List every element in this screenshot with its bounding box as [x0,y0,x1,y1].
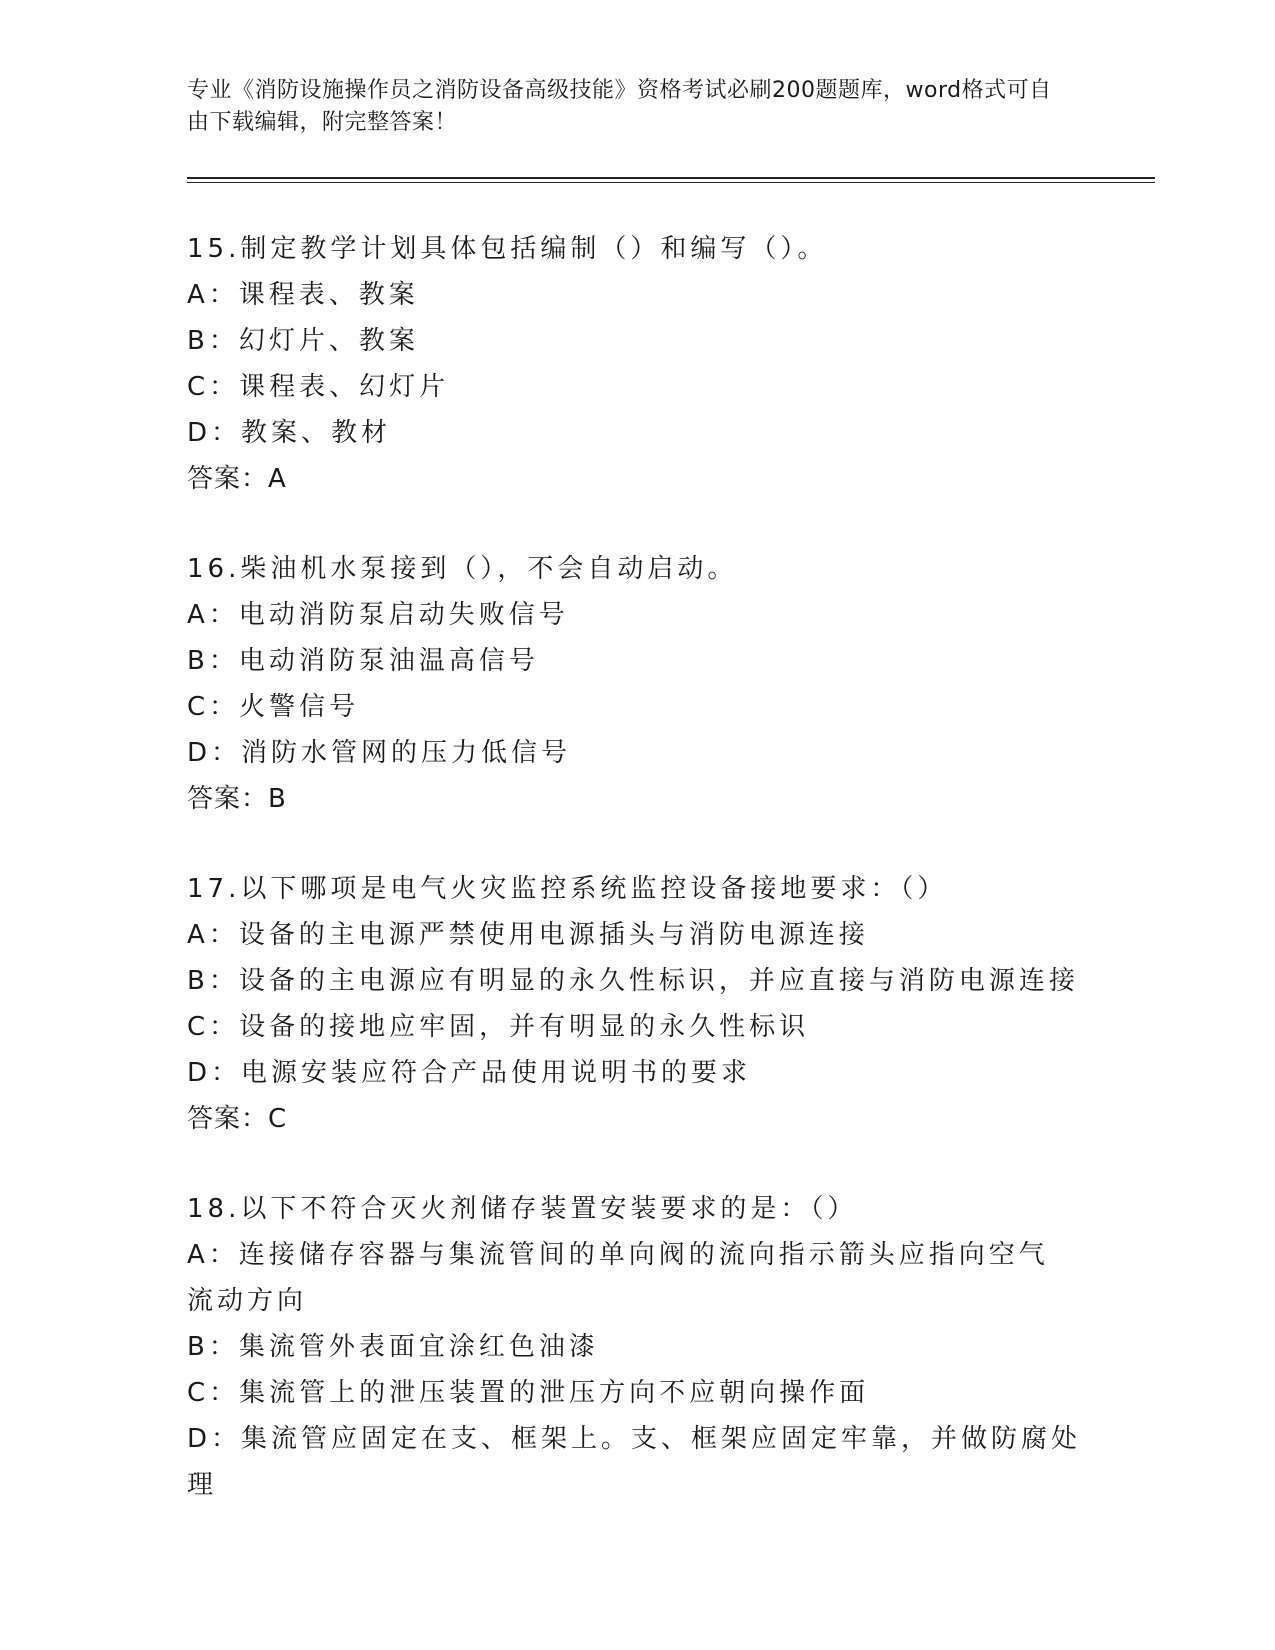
question-title: 16.柴油机水泵接到（），不会自动启动。 [187,554,738,584]
option-d: D：电源安装应符合产品使用说明书的要求 [187,1058,752,1088]
header-divider-thin [187,182,1155,183]
option-a: A：设备的主电源严禁使用电源插头与消防电源连接 [187,920,869,950]
answer-line: 答案：B [187,784,287,814]
question-title: 15.制定教学计划具体包括编制（）和编写（）。 [187,234,828,264]
option-a: A：电动消防泵启动失败信号 [187,600,569,630]
option-b: B：设备的主电源应有明显的永久性标识，并应直接与消防电源连接 [187,966,1079,996]
question-16 [187,546,1087,822]
question-18 [187,1186,1087,1508]
option-c: C：火警信号 [187,692,360,722]
option-a: A：课程表、教案 [187,280,419,310]
question-17 [187,866,1087,1142]
document-header: 专业《消防设施操作员之消防设备高级技能》资格考试必刷200题题库，word格式可自由下载编辑，附完整答案！ [187,78,1052,135]
option-d: D：消防水管网的压力低信号 [187,738,572,768]
question-title: 17.以下哪项是电气火灾监控系统监控设备接地要求：（） [187,874,948,904]
question-title: 18.以下不符合灭火剂储存装置安装要求的是：（） [187,1194,858,1224]
option-d: D：集流管应固定在支、框架上。支、框架应固定牢靠，并做防腐处理 [187,1424,1082,1500]
option-c: C：集流管上的泄压装置的泄压方向不应朝向操作面 [187,1378,870,1408]
question-15 [187,226,1087,502]
option-b: B：幻灯片、教案 [187,326,419,356]
header-divider-thick [187,177,1155,179]
option-d: D：教案、教材 [187,418,392,448]
answer-line: 答案：A [187,464,287,494]
option-c: C：设备的接地应牢固，并有明显的永久性标识 [187,1012,810,1042]
answer-line: 答案：C [187,1104,288,1134]
option-b: B：集流管外表面宜涂红色油漆 [187,1332,599,1362]
option-a: A：连接储存容器与集流管间的单向阀的流向指示箭头应指向空气流动方向 [187,1240,1049,1316]
option-b: B：电动消防泵油温高信号 [187,646,539,676]
option-c: C：课程表、幻灯片 [187,372,450,402]
